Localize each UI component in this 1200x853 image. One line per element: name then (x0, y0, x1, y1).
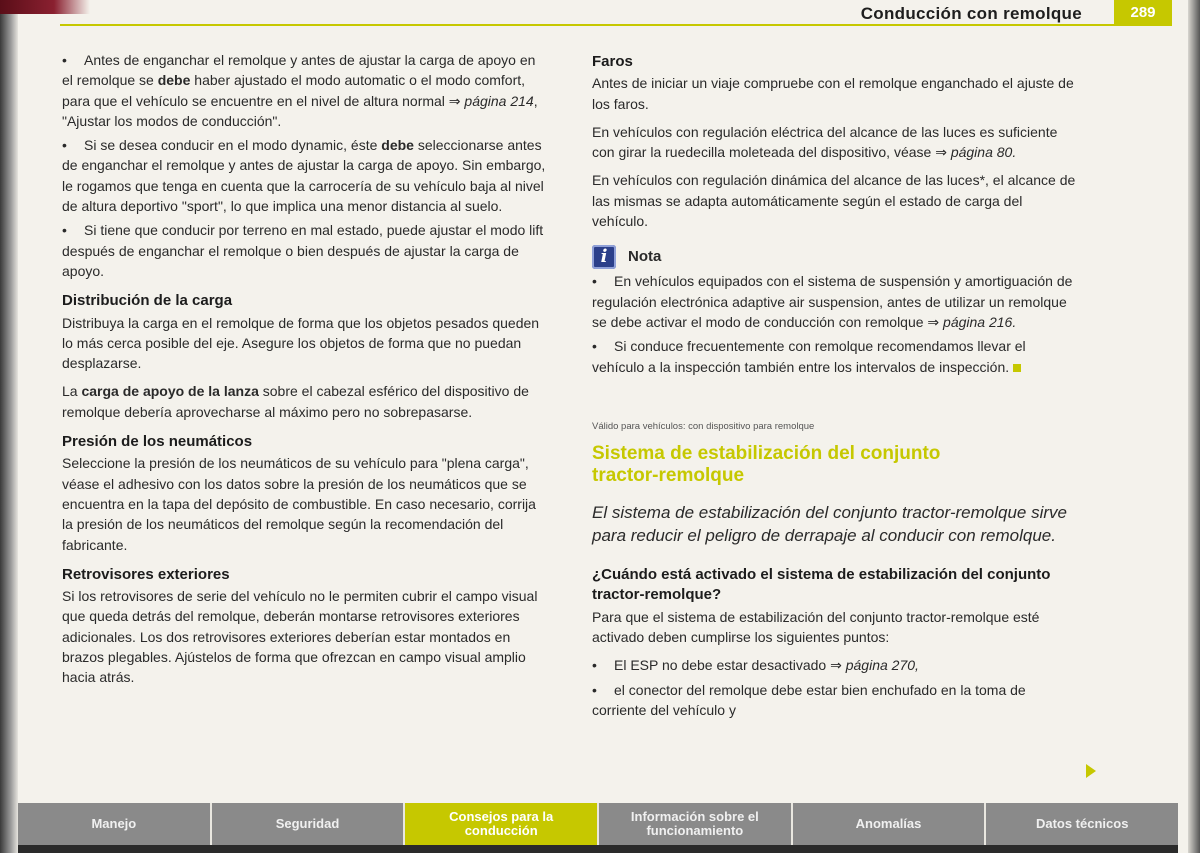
end-of-section-mark (1013, 364, 1021, 372)
page-number: 289 (1114, 0, 1172, 26)
validity-note: Válido para vehículos: con dispositivo para remolque (592, 420, 815, 432)
paragraph: En vehículos con regulación eléctrica del alcance de las luces es suficiente con girar la ruedecilla moleteada del dispositivo, véase ⇒ página 80. (592, 123, 1058, 161)
tab-manejo[interactable]: Manejo (18, 803, 212, 845)
list-item: • Si conduce frecuentemente con remolque recomendamos llevar el vehículo a la inspección también entre los intervalos de inspección. (592, 338, 1026, 375)
paragraph: En vehículos con regulación dinámica del alcance de las luces*, el alcance de las mismas se adapta automáticamente según el estado de carga del vehículo. (592, 172, 1076, 230)
bullet-icon: • (62, 222, 67, 239)
list-item: • Antes de enganchar el remolque y antes de ajustar la carga de apoyo en el remolque se debe haber ajustado el modo automatic o el modo comfort, para que el vehículo se encuentre en el nivel de altura normal ⇒ página 214, "Ajustar los modos de conducción". (62, 52, 538, 129)
header-rule (60, 24, 1114, 26)
tab-informacion[interactable]: Información sobre el funcionamiento (599, 803, 793, 845)
page-edge (1188, 0, 1200, 853)
page-reference[interactable]: página 80. (950, 144, 1017, 161)
bullet-icon: • (592, 338, 597, 355)
bullet-icon: • (62, 52, 67, 68)
chapter-title: Conducción con remolque (860, 4, 1082, 23)
info-icon: i (592, 245, 616, 269)
section-heading-mirrors: Retrovisores exteriores (62, 565, 230, 583)
tab-seguridad[interactable]: Seguridad (212, 803, 406, 845)
list-item: • El ESP no debe estar desactivado ⇒ página 270, (592, 655, 1080, 675)
tab-datos-tecnicos[interactable]: Datos técnicos (1035, 816, 1129, 831)
bullet-icon: • (62, 137, 67, 154)
paragraph: Para que el sistema de estabilización del conjunto tractor-remolque esté activado deben cumplirse los siguientes puntos: (592, 608, 1040, 646)
left-column (62, 50, 550, 696)
list-item: • el conector del remolque debe estar bien enchufado en la toma de corriente del vehículo y (592, 681, 1026, 718)
question-heading: ¿Cuándo está activado el sistema de estabilización del conjunto tractor-remolque? (592, 566, 1051, 604)
paragraph: Distribuya la carga en el remolque de forma que los objetos pesados queden lo más cerca posible del eje. Asegure los objetos de forma que no puedan desplazarse. (62, 314, 540, 372)
right-column (592, 50, 1080, 724)
chapter-tabs (18, 803, 1178, 845)
section-heading-tires: Presión de los neumáticos (62, 433, 253, 451)
page-reference[interactable]: página 214 (464, 92, 534, 109)
lead-paragraph: El sistema de estabilización del conjunto tractor-remolque sirve para reducir el peligro de derrapaje al conducir con remolque. (592, 503, 1067, 546)
page-reference[interactable]: página 216. (943, 313, 1017, 330)
paragraph: Antes de iniciar un viaje compruebe con el remolque enganchado el ajuste de los faros. (592, 75, 1074, 112)
bullet-icon: • (592, 681, 597, 698)
section-heading-lights: Faros (592, 53, 633, 70)
list-item: • En vehículos equipados con el sistema de suspensión y amortiguación de regulación electrónica adaptive air suspension, antes de utilizar un remolque se debe activar el modo de conducción con remolque ⇒ página 216. (592, 273, 1073, 330)
list-item: • Si tiene que conducir por terreno en mal estado, puede ajustar el modo lift después de enganchar el remolque o bien después de ajustar la carga de apoyo. (62, 222, 544, 279)
continue-arrow-icon (1086, 764, 1096, 778)
note-header (592, 245, 1080, 269)
tab-anomalias[interactable]: Anomalías (793, 803, 987, 845)
paragraph: Si los retrovisores de serie del vehículo no le permiten cubrir el campo visual que queda detrás del remolque, deberán montarse retrovisores exteriores adicionales. Los dos retrovisores exteriores deberían estar montados en brazos plegables. Ajústelos de forma que ofrezcan en campo visual amplio hacia atrás. (62, 588, 538, 686)
list-item: • Si se desea conducir en el modo dynamic, éste debe seleccionarse antes de enganchar el remolque y antes de ajustar la carga de apoyo. Sin embargo, le rogamos que tenga en cuenta que la carrocería de su vehículo baja al nivel de altura deportivo "sport", lo que implica una menor distancia al suelo. (62, 137, 546, 215)
section-title: Sistema de estabilización del conjunto tractor-remolque (592, 443, 941, 487)
corner-mark (0, 0, 90, 14)
section-heading-load: Distribución de la carga (62, 292, 233, 310)
bullet-icon: • (592, 657, 597, 674)
book-spine-shadow (0, 0, 18, 853)
paragraph: La carga de apoyo de la lanza sobre el cabezal esférico del dispositivo de remolque debería aprovecharse al máximo pero no sobrepasarse. (62, 383, 529, 420)
note-title: Nota (628, 248, 662, 266)
page-reference[interactable]: página 270, (845, 657, 919, 674)
footer-edge (18, 845, 1178, 853)
paragraph: Seleccione la presión de los neumáticos de su vehículo para "plena carga", véase el adhesivo con los datos sobre la presión de los neumáticos que se encuentra en la tapa del depósito de combustible. En caso necesario, corrija la presión de los neumáticos del remolque según la recomendación del fabricante. (62, 455, 536, 553)
bullet-icon: • (592, 273, 597, 290)
tab-consejos[interactable]: Consejos para la conducción (405, 803, 599, 845)
